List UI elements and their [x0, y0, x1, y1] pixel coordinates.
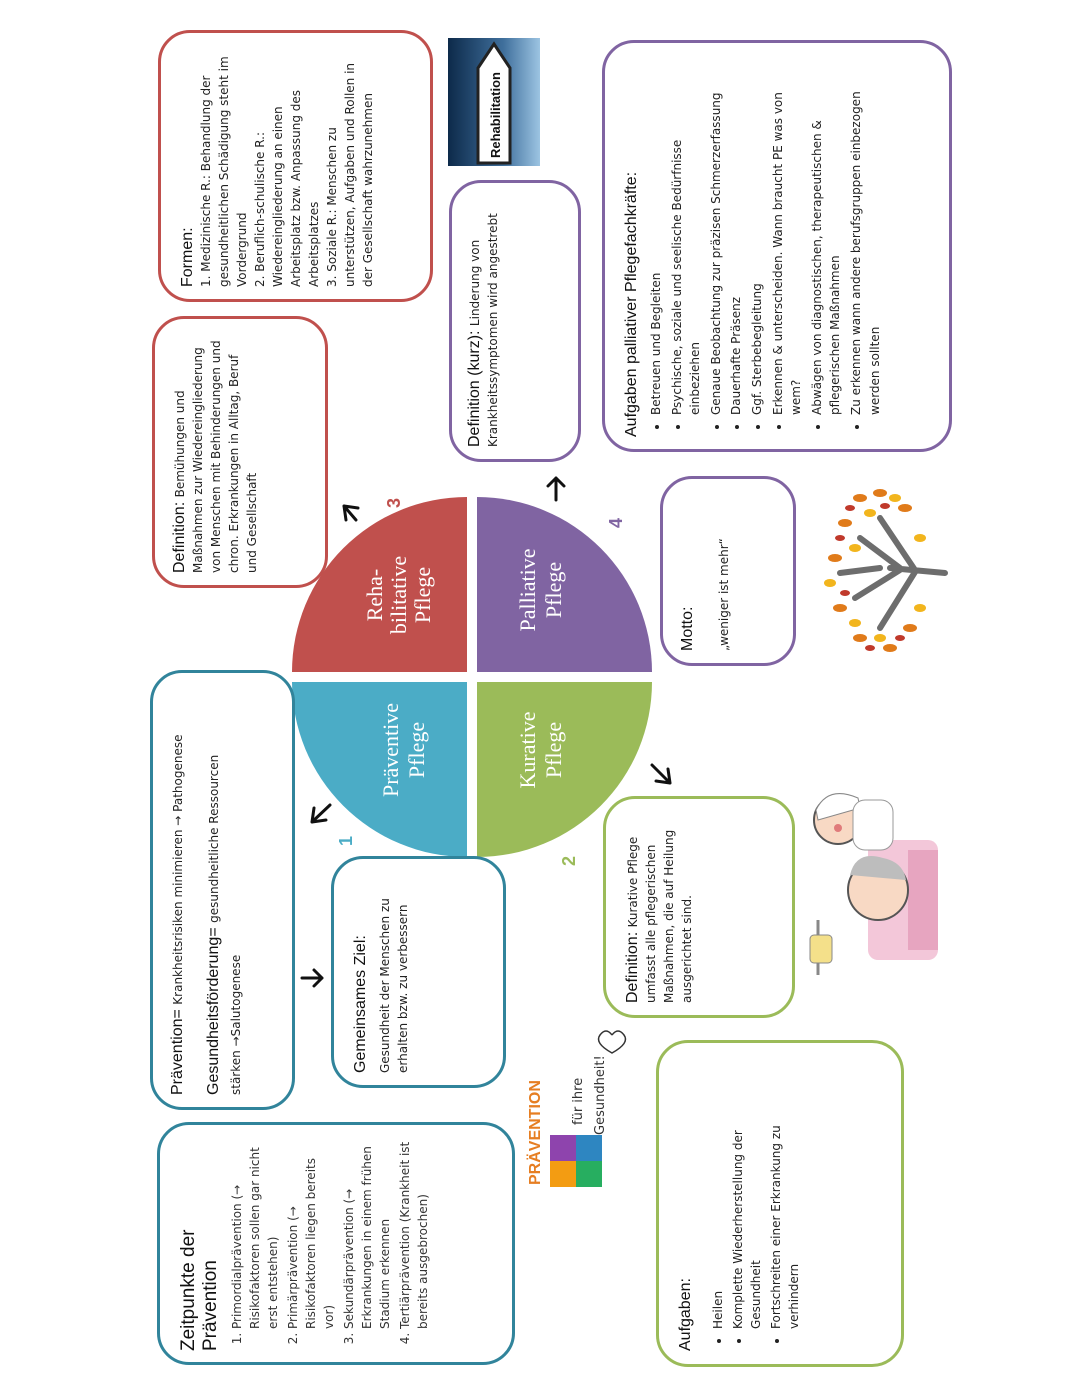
box-motto: [660, 476, 796, 666]
zeitpunkte-title: Zeitpunkte der Prävention: [178, 1229, 221, 1351]
list-item: • Komplette Wiederherstellung der Gesundheit: [729, 1061, 765, 1329]
list-item: • Psychische, soziale und seelische Bedürfnisse einbeziehen: [668, 67, 705, 415]
palliativ-def-text: Linderung von Krankheitssymptomen wird angestrebt: [468, 213, 500, 447]
svg-text:Rehabilitation: Rehabilitation: [488, 72, 503, 158]
gesundheitsfoerderung-head: Gesundheitsförderung=: [205, 927, 222, 1095]
list-item: • Abwägen von diagnostischen, therapeutischen & pflegerischen Maßnahmen: [808, 67, 845, 415]
svg-text:Pflege: Pflege: [541, 721, 566, 779]
logo-word: PRÄVENTION: [527, 1080, 544, 1185]
arrow-to-reha: [344, 506, 358, 520]
svg-text:Pflege: Pflege: [541, 561, 566, 619]
list-item: • Ggf. Sterbebegleitung: [748, 67, 767, 415]
kurativ-def-text: Kurative Pflege umfasst alle pflegerischen Maßnahmen, die auf Heilung ausgerichtet sind.: [626, 829, 694, 1003]
logo-script1: für ihre: [571, 1077, 586, 1125]
list-item: • Dauerhafte Präsenz: [727, 67, 746, 415]
arrow-to-praevention: [312, 805, 330, 822]
arrow-to-palliativ: [548, 478, 564, 500]
salutogenese-text: stärken →Salutogenese: [229, 954, 243, 1095]
box-palliativ-definition: [449, 180, 581, 462]
kurativ-def-head: Definition:: [624, 931, 641, 1003]
formen-item: 3. Soziale R.: Menschen zu unterstützen, Aufgaben und Rollen in der Gesellschaft wahrzunehmen: [325, 62, 375, 287]
zeitpunkte-list: [228, 1141, 432, 1351]
ziel-text: Gesundheit der Menschen zu erhalten bzw. zu verbessern: [378, 898, 410, 1073]
reha-def-head: Definition:: [171, 501, 188, 573]
formen-item: 1. Medizinische R.: Behandlung der gesundheitlichen Schädigung steht im Vordergrund: [199, 56, 249, 287]
arrow-to-ziel: [302, 970, 322, 986]
number-2: 2: [559, 855, 579, 866]
svg-text:Pflege: Pflege: [404, 721, 429, 779]
formen-title: Formen:: [179, 227, 196, 287]
list-item: • Fortschreiten einer Erkrankung zu verhindern: [767, 1061, 803, 1329]
box-reha-formen: [158, 30, 433, 302]
box-praevention-definition: [150, 670, 295, 1110]
list-item: 3. Sekundärprävention (→ Erkrankungen in einem frühen Stadium erkennen: [340, 1141, 394, 1329]
heart-icon: [599, 1031, 626, 1053]
formen-item: 2. Beruflich-schulische R.: Wiedereingliederung an einen Arbeitsplatz bzw. Anpassung des Arbeitsplatzes: [253, 90, 321, 287]
list-item: 2. Primärprävention (→ Risikofaktoren liegen bereits vor): [284, 1141, 338, 1329]
number-3: 3: [384, 497, 404, 508]
number-4: 4: [606, 517, 626, 528]
nurse-patient-illustration: [808, 780, 943, 980]
list-item: • Heilen: [709, 1061, 727, 1329]
list-item: • Erkennen & unterscheiden. Wann braucht PE was von wem?: [769, 67, 806, 415]
logo-script2: Gesundheit!: [593, 1055, 608, 1135]
praevention-head: Prävention=: [169, 1009, 186, 1095]
kurativ-aufgaben-title: Aufgaben:: [677, 1278, 694, 1351]
box-zeitpunkte: [157, 1122, 515, 1365]
arrow-to-kurativ: [652, 765, 670, 783]
praevention-text: Krankheitsrisiken minimieren → Pathogenese: [171, 734, 185, 1005]
palliativ-aufgaben-list: [647, 67, 884, 437]
quadrant-label-palliative: Palliative: [515, 548, 540, 632]
sign-arrow-icon: [448, 38, 540, 166]
quadrant-label-reha: Reha-: [362, 568, 387, 622]
ziel-title: Gemeinsames Ziel:: [352, 935, 369, 1073]
rehabilitation-sign-image: [448, 38, 540, 166]
palliativ-aufgaben-title: Aufgaben palliativer Pflegefachkräfte:: [623, 171, 640, 437]
puzzle-icon: [522, 1015, 640, 1205]
motto-title: Motto:: [679, 606, 696, 651]
list-item: 1. Primordialprävention (→ Risikofaktoren sollen gar nicht erst entstehen): [228, 1141, 282, 1329]
svg-text:Pflege: Pflege: [410, 566, 435, 624]
list-item: • Genaue Beobachtung zur präzisen Schmerzerfassung: [707, 67, 726, 415]
palliativ-def-head: Definition (kurz):: [466, 330, 483, 447]
kurativ-aufgaben-list: [709, 1061, 803, 1351]
number-1: 1: [336, 835, 356, 846]
reha-def-text: Bemühungen und Maßnahmen zur Wiedereingliederung von Menschen mit Behinderungen und chron. Erkrankungen in Alltag, Beruf und Gesellschaft: [173, 340, 259, 573]
list-item: • Zu erkennen wann andere berufsgruppen einbezogen werden sollten: [847, 67, 884, 415]
list-item: • Betreuen und Begleiten: [647, 67, 666, 415]
box-kurativ-aufgaben: [656, 1040, 904, 1367]
motto-text: „weniger ist mehr“: [717, 538, 731, 651]
svg-text:bilitative: bilitative: [386, 555, 411, 635]
list-item: 4. Tertiärprävention (Krankheit ist bereits ausgebrochen): [396, 1141, 432, 1329]
praevention-logo: [522, 1015, 640, 1205]
quadrant-label-kurative: Kurative: [515, 711, 540, 789]
box-reha-definition: [152, 316, 328, 588]
box-palliativ-aufgaben: [602, 40, 952, 452]
box-kurativ-definition: [603, 796, 795, 1018]
autumn-tree-illustration: [820, 478, 950, 658]
box-gemeinsames-ziel: [331, 856, 506, 1088]
gesundheitsfoerderung-text: gesundheitliche Ressourcen: [207, 754, 221, 923]
quadrant-label-praeventive: Präventive: [378, 702, 403, 798]
